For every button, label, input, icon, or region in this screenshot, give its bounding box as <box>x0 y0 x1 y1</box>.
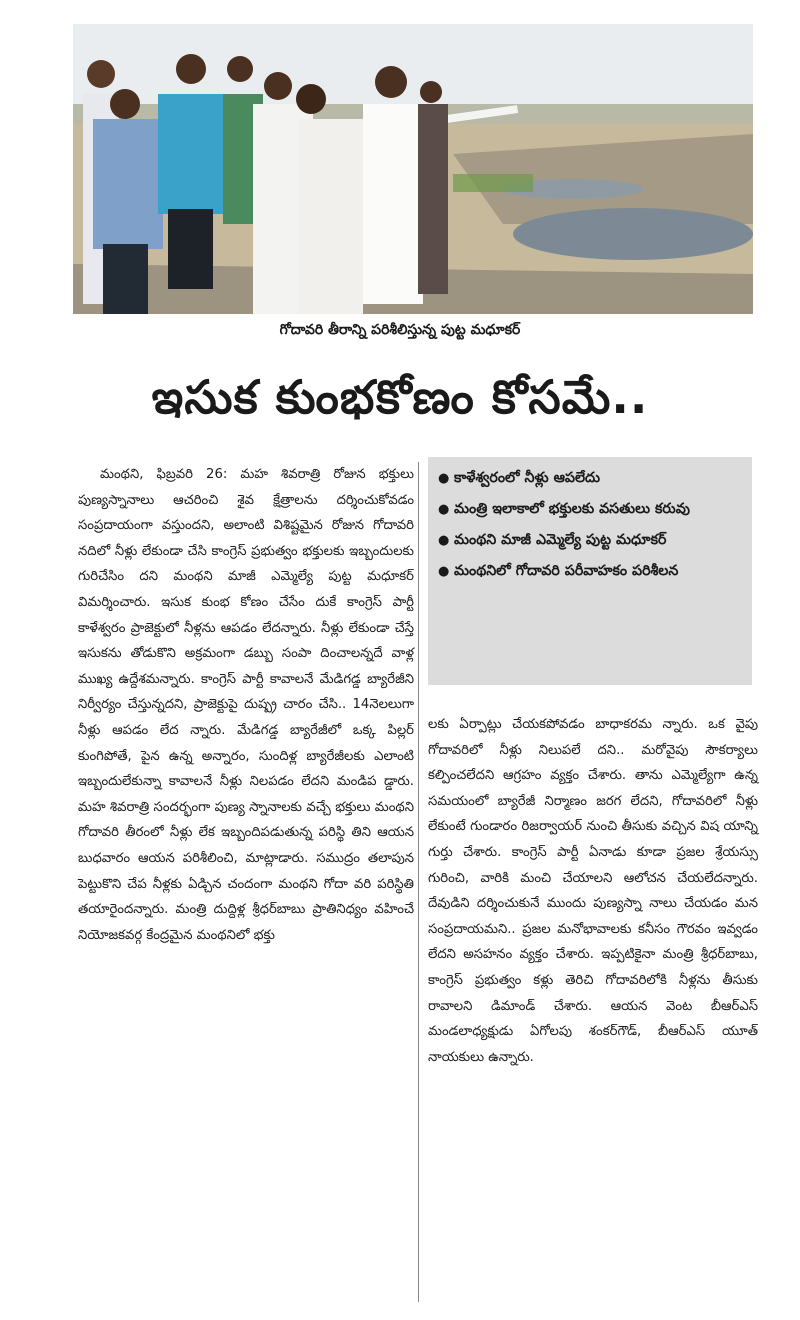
highlight-text: మంథనిలో గోదావరి పరీవాహకం పరిశీలన <box>454 563 679 579</box>
article-text-col1: మంథని, ఫిబ్రవరి 26: మహ శివరాత్రి రోజున భక్తులు పుణ్యస్నానాలు ఆచరించి శైవ క్షేత్రాలను దర్శించుకోవడం సంప్రదాయంగా వస్తుందని, అలాంటి విశిష్టమైన రోజున గోదావరి నదిలో నీళ్లు లేకుండా చేసి కాంగ్రెస్ ప్రభుత్వం భక్తులకు ఇబ్బందులకు గురిచేసిం దని మంథని మాజీ ఎమ్మెల్యే పుట్ట మధూకర్ విమర్శించారు. ఇసుక కుంభ కోణం చేసేం దుకే కాంగ్రెస్ పార్టీ కాళేశ్వరం ప్రాజెక్టులో నీళ్లను ఆపడం లేదన్నారు. నీళ్లు లేకుండా చేస్తే ఇసుకను తోడుకొని అక్రమంగా డబ్బు సంపా దించాలన్నదే వాళ్ల ముఖ్య ఉద్దేశమన్నారు. కాంగ్రెస్ పార్టీ కావాలనే మేడిగడ్డ బ్యారేజీని నిర్వీర్యం చేస్తున్నదని, ప్రాజెక్టుపై దుష్ప్ర చారం చేసి.. 14నెలలుగా నీళ్లు ఆపడం లేద న్నారు. మేడిగడ్డ బ్యారేజీలో ఒక్క పిల్లర్ కుంగిపోతే, పైన ఉన్న అన్నారం, సుందిళ్ల బ్యారేజీలకు ఎలాంటి ఇబ్బందులేకున్నా కావాలనే నీళ్లు నిలపడం లేదని మండిప డ్డారు. మహ శివరాత్రి సందర్భంగా పుణ్య స్నానాలకు వచ్చే భక్తులు మంథని గోదావరి తీరంలో నీళ్లు లేక ఇబ్బందిపడుతున్న పరిస్థి తిని ఆయన బుధవారం ఆయన పరిశీలించి, మాట్లాడారు. సముద్రం తలాపున పెట్టుకొని చేప నీళ్లకు ఏడ్చిన చందంగా మంథని గోదా వరి పరిస్థితి తయారైందన్నారు. మంత్రి దుద్దిళ్ల శ్రీధర్‌బాబు ప్రాతినిధ్యం వహించే నియోజకవర్గ కేంద్రమైన మంథనిలో భక్తు <box>78 467 414 943</box>
highlight-item <box>438 558 742 585</box>
photo-icon <box>73 24 753 314</box>
highlight-item <box>438 496 742 523</box>
highlight-item <box>438 527 742 554</box>
bullet-icon <box>438 465 454 492</box>
highlight-item <box>438 465 742 492</box>
highlights-box <box>428 457 752 685</box>
photo-caption: గోదావరి తీరాన్ని పరిశీలిస్తున్న పుట్ట మధూకర్ <box>279 322 521 338</box>
article-text-col2: లకు ఏర్పాట్లు చేయకపోవడం బాధాకరమ న్నారు. ఒక వైపు గోదావరిలో నీళ్లు నిలుపలే దని.. మరోవైపు సౌకర్యాలు కల్పించలేదని ఆగ్రహం వ్యక్తం చేశారు. తాను ఎమ్మెల్యేగా ఉన్న సమయంలో బ్యారేజీ నిర్మాణం జరగ లేదని, గోదావరిలో నీళ్లు లేకుంటే గుండారం రిజర్వాయర్ నుంచి తీసుకు వచ్చిన విష యాన్ని గుర్తు చేశారు. కాంగ్రెస్ పార్టీ ఏనాడు కూడా ప్రజల శ్రేయస్సు గురించి, వారికి మంచి చేయాలని ఆలోచన చేయలేదన్నారు. దేవుడిని దర్శించుకునే ముందు పుణ్యస్నా నాలు చేయడం మన సంప్రదాయమని.. ప్రజల మనోభావాలకు కనీసం గౌరవం ఇవ్వడం లేదని అసహనం వ్యక్తం చేశారు. ఇప్పటికైనా మంత్రి శ్రీధర్‌బాబు, కాంగ్రెస్ ప్రభుత్వం కళ్లు తెరిచి గోదావరిలోకి నీళ్లను తీసుకు రావాలని డిమాండ్ చేశారు. ఆయన వెంట బీఆర్‌ఎస్ మండలాధ్యక్షుడు ఏగోలపు శంకర్‌గౌడ్, బీఆర్‌ఎస్ యూత్ నాయకులు ఉన్నారు. <box>428 717 758 1065</box>
article-column-2 <box>428 712 758 1070</box>
article-column-1 <box>78 462 414 948</box>
highlight-text: మంథని మాజీ ఎమ్మెల్యే పుట్ట మధూకర్ <box>454 532 667 548</box>
news-photo <box>73 24 753 314</box>
bullet-icon <box>438 496 454 523</box>
highlight-text: కాళేశ్వరంలో నీళ్లు ఆపలేదు <box>454 470 600 486</box>
bullet-icon <box>438 527 454 554</box>
highlight-text: మంత్రి ఇలాకాలో భక్తులకు వసతులు కరువు <box>454 501 690 517</box>
headline: ఇసుక కుంభకోణం కోసమే.. <box>151 370 649 424</box>
column-divider <box>418 462 419 1302</box>
bullet-icon <box>438 558 454 585</box>
